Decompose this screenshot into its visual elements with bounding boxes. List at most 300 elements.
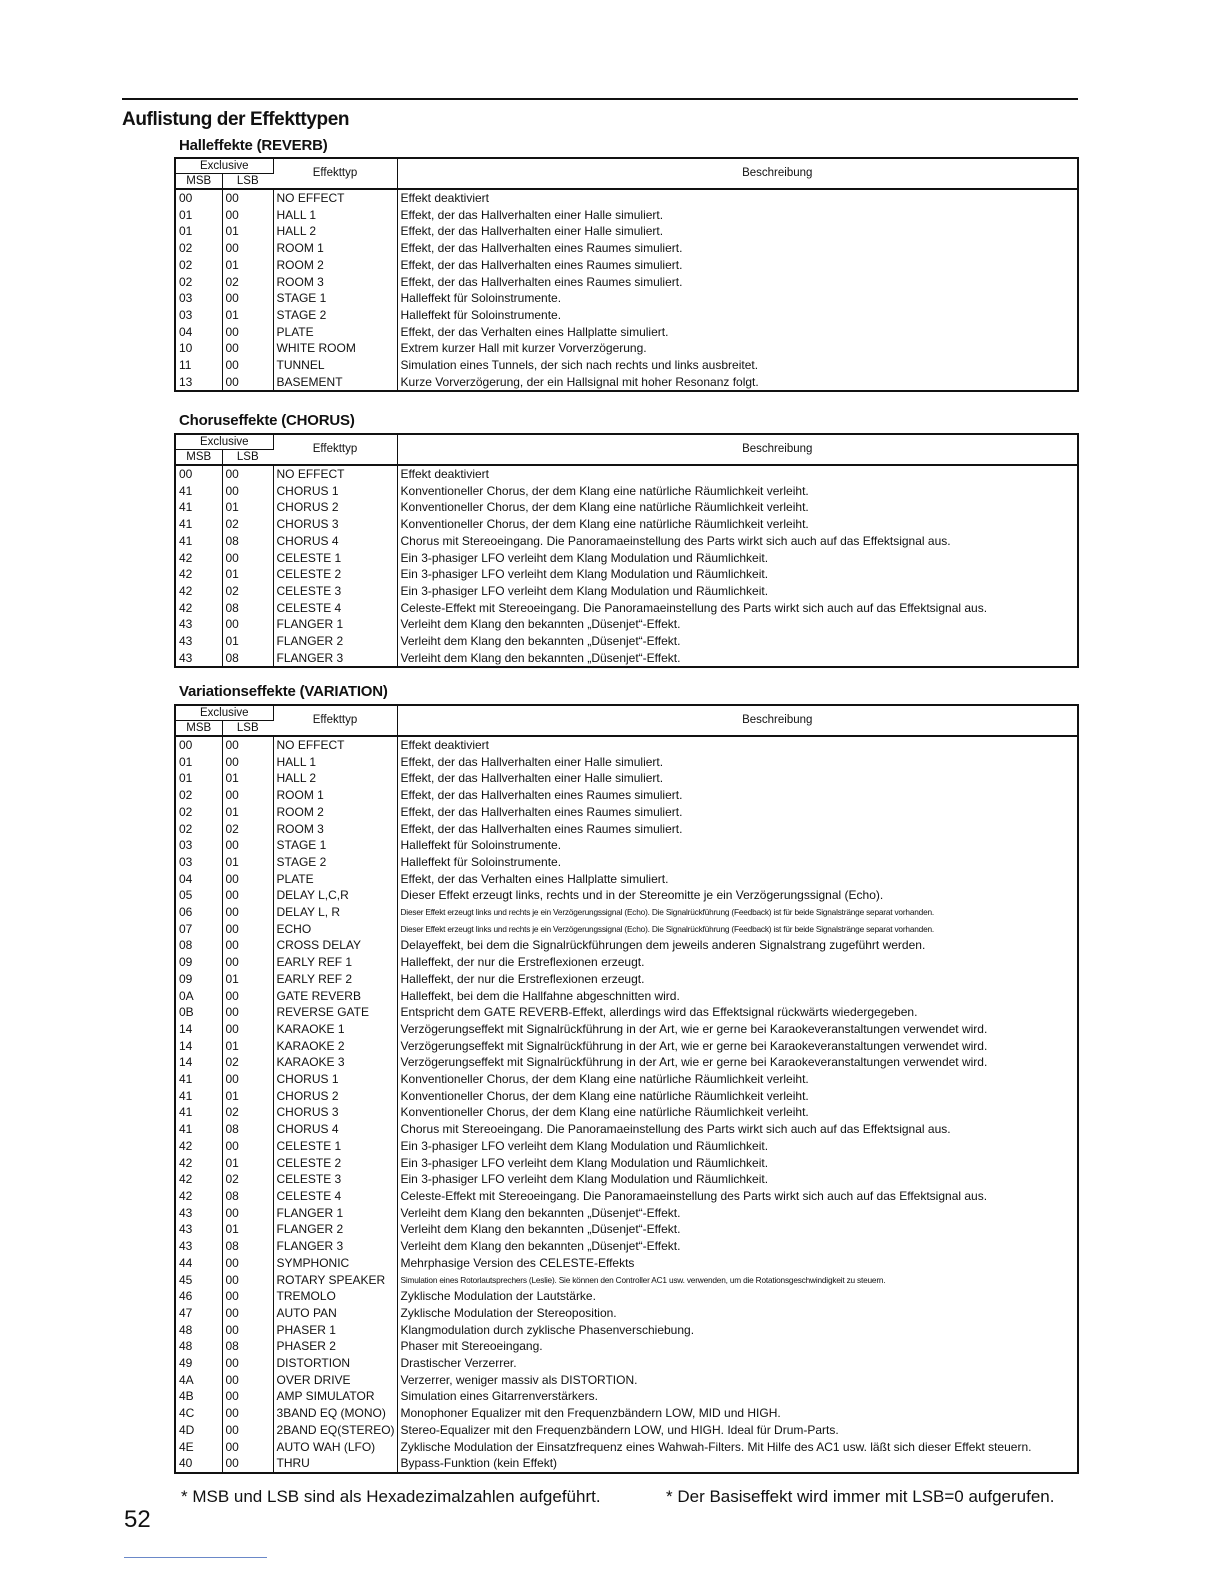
effekttyp-cell: ECHO bbox=[273, 921, 397, 938]
effekttyp-cell: CHORUS 2 bbox=[273, 1088, 397, 1105]
effekttyp-cell: ROTARY SPEAKER bbox=[273, 1272, 397, 1289]
table-row bbox=[175, 1205, 1078, 1222]
msb-cell: 42 bbox=[175, 1171, 222, 1188]
msb-cell: 4E bbox=[175, 1439, 222, 1456]
beschreibung-cell: Effekt, der das Hallverhalten einer Halle simuliert. bbox=[400, 224, 664, 239]
table-row bbox=[175, 600, 1078, 617]
top-rule bbox=[122, 98, 1078, 100]
beschreibung-cell: Verleiht dem Klang den bekannten „Düsenjet“-Effekt. bbox=[400, 1222, 681, 1237]
table-row bbox=[175, 1322, 1078, 1339]
lsb-cell: 01 bbox=[222, 307, 273, 324]
msb-cell: 42 bbox=[175, 1188, 222, 1205]
beschreibung-cell: Verleiht dem Klang den bekannten „Düsenjet“-Effekt. bbox=[400, 1205, 681, 1220]
beschreibung-cell: Konventioneller Chorus, der dem Klang eine natürliche Räumlichkeit verleiht. bbox=[400, 1072, 809, 1087]
lsb-cell: 00 bbox=[222, 616, 273, 633]
beschreibung-cell: Klangmodulation durch zyklische Phasenverschiebung. bbox=[400, 1322, 695, 1337]
msb-cell: 10 bbox=[175, 340, 222, 357]
effekttyp-cell: CELESTE 4 bbox=[273, 1188, 397, 1205]
msb-cell: 42 bbox=[175, 566, 222, 583]
table-row bbox=[175, 736, 1078, 754]
table-row bbox=[175, 921, 1078, 938]
msb-cell: 4D bbox=[175, 1422, 222, 1439]
msb-cell: 01 bbox=[175, 207, 222, 224]
effekttyp-cell: KARAOKE 2 bbox=[273, 1038, 397, 1055]
table-row bbox=[175, 633, 1078, 650]
lsb-cell: 02 bbox=[222, 1171, 273, 1188]
table-row bbox=[175, 1188, 1078, 1205]
lsb-cell: 00 bbox=[222, 1455, 273, 1473]
beschreibung-cell: Verleiht dem Klang den bekannten „Düsenjet“-Effekt. bbox=[400, 634, 681, 649]
msb-cell: 43 bbox=[175, 616, 222, 633]
lsb-cell: 02 bbox=[222, 1054, 273, 1071]
effekttyp-cell: WHITE ROOM bbox=[273, 340, 397, 357]
beschreibung-cell: Halleffekt für Soloinstrumente. bbox=[400, 854, 562, 869]
page-title: Auflistung der Effekttypen bbox=[122, 109, 350, 130]
effekttyp-cell: FLANGER 2 bbox=[273, 633, 397, 650]
beschreibung-cell: Effekt, der das Hallverhalten eines Raumes simuliert. bbox=[400, 241, 683, 256]
effekttyp-cell: BASEMENT bbox=[273, 374, 397, 392]
lsb-cell: 01 bbox=[222, 633, 273, 650]
msb-cell: 08 bbox=[175, 937, 222, 954]
effekttyp-cell: CELESTE 4 bbox=[273, 600, 397, 617]
msb-cell: 06 bbox=[175, 904, 222, 921]
table-row bbox=[175, 1155, 1078, 1172]
table-row bbox=[175, 1338, 1078, 1355]
beschreibung-cell: Effekt, der das Hallverhalten eines Raumes simuliert. bbox=[400, 788, 683, 803]
beschreibung-cell: Kurze Vorverzögerung, der ein Hallsignal mit hoher Resonanz folgt. bbox=[400, 374, 759, 389]
lsb-cell: 00 bbox=[222, 754, 273, 771]
lsb-cell: 00 bbox=[222, 1405, 273, 1422]
beschreibung-cell: Effekt, der das Verhalten eines Hallplatte simuliert. bbox=[400, 324, 669, 339]
beschreibung-cell: Verzögerungseffekt mit Signalrückführung in der Art, wie er gerne bei Karaokeveranstaltungen verwendet wird. bbox=[400, 1038, 988, 1053]
beschreibung-cell: Monophoner Equalizer mit den Frequenzbändern LOW, MID und HIGH. bbox=[400, 1406, 781, 1421]
beschreibung-cell: Verzögerungseffekt mit Signalrückführung in der Art, wie er gerne bei Karaokeveranstaltungen verwendet wird. bbox=[400, 1021, 988, 1036]
beschreibung-cell: Ein 3-phasiger LFO verleiht dem Klang Modulation und Räumlichkeit. bbox=[400, 1138, 769, 1153]
lsb-cell: 00 bbox=[222, 1071, 273, 1088]
lsb-cell: 08 bbox=[222, 533, 273, 550]
table-row bbox=[175, 871, 1078, 888]
msb-cell: 43 bbox=[175, 1205, 222, 1222]
beschreibung-cell: Effekt, der das Hallverhalten einer Halle simuliert. bbox=[400, 771, 664, 786]
table-row bbox=[175, 1038, 1078, 1055]
lsb-cell: 02 bbox=[222, 1104, 273, 1121]
lsb-cell: 00 bbox=[222, 340, 273, 357]
beschreibung-cell: Effekt deaktiviert bbox=[400, 467, 490, 481]
lsb-cell: 08 bbox=[222, 650, 273, 668]
page-number: 52 bbox=[124, 1506, 151, 1533]
effekttyp-cell: ROOM 1 bbox=[273, 787, 397, 804]
effekttyp-header: Effekttyp bbox=[273, 158, 397, 189]
effekttyp-cell: HALL 1 bbox=[273, 754, 397, 771]
beschreibung-cell: Halleffekt, der nur die Erstreflexionen erzeugt. bbox=[400, 971, 645, 986]
beschreibung-cell: Ein 3-phasiger LFO verleiht dem Klang Modulation und Räumlichkeit. bbox=[400, 550, 769, 565]
msb-cell: 42 bbox=[175, 1138, 222, 1155]
msb-cell: 4C bbox=[175, 1405, 222, 1422]
beschreibung-cell: Konventioneller Chorus, der dem Klang eine natürliche Räumlichkeit verleiht. bbox=[400, 1088, 809, 1103]
lsb-cell: 08 bbox=[222, 1121, 273, 1138]
lsb-cell: 01 bbox=[222, 1221, 273, 1238]
msb-cell: 02 bbox=[175, 804, 222, 821]
effekttyp-cell: CELESTE 2 bbox=[273, 1155, 397, 1172]
footnote-lsb: * Der Basiseffekt wird immer mit LSB=0 aufgerufen. bbox=[666, 1487, 1055, 1506]
beschreibung-cell: Verleiht dem Klang den bekannten „Düsenjet“-Effekt. bbox=[400, 617, 681, 632]
lsb-cell: 08 bbox=[222, 1188, 273, 1205]
msb-cell: 00 bbox=[175, 736, 222, 754]
effekttyp-cell: EARLY REF 2 bbox=[273, 971, 397, 988]
table-row bbox=[175, 650, 1078, 668]
lsb-cell: 01 bbox=[222, 804, 273, 821]
lsb-cell: 01 bbox=[222, 566, 273, 583]
msb-cell: 09 bbox=[175, 954, 222, 971]
table-row bbox=[175, 804, 1078, 821]
table-row bbox=[175, 988, 1078, 1005]
effekttyp-cell: FLANGER 1 bbox=[273, 616, 397, 633]
beschreibung-cell: Drastischer Verzerrer. bbox=[400, 1356, 517, 1371]
beschreibung-cell: Zyklische Modulation der Einsatzfrequenz eines Wahwah-Filters. Mit Hilfe des AC1 usw. läßt sich dieser Effekt steuern. bbox=[400, 1439, 1032, 1454]
lsb-cell: 01 bbox=[222, 1088, 273, 1105]
lsb-cell: 00 bbox=[222, 1355, 273, 1372]
beschreibung-header: Beschreibung bbox=[397, 434, 1078, 465]
beschreibung-cell: Effekt, der das Hallverhalten eines Raumes simuliert. bbox=[400, 804, 683, 819]
msb-cell: 01 bbox=[175, 754, 222, 771]
lsb-cell: 08 bbox=[222, 600, 273, 617]
effekttyp-cell: CELESTE 1 bbox=[273, 550, 397, 567]
lsb-cell: 01 bbox=[222, 499, 273, 516]
effekttyp-cell: THRU bbox=[273, 1455, 397, 1473]
lsb-cell: 01 bbox=[222, 770, 273, 787]
effekttyp-cell: HALL 2 bbox=[273, 770, 397, 787]
effekttyp-cell: NO EFFECT bbox=[273, 189, 397, 207]
effekttyp-cell: CHORUS 3 bbox=[273, 516, 397, 533]
lsb-cell: 00 bbox=[222, 1372, 273, 1389]
beschreibung-cell: Verleiht dem Klang den bekannten „Düsenjet“-Effekt. bbox=[400, 650, 681, 665]
lsb-cell: 00 bbox=[222, 1439, 273, 1456]
table-row bbox=[175, 1305, 1078, 1322]
msb-cell: 4A bbox=[175, 1372, 222, 1389]
lsb-cell: 00 bbox=[222, 1021, 273, 1038]
msb-cell: 41 bbox=[175, 483, 222, 500]
table-row bbox=[175, 257, 1078, 274]
beschreibung-cell: Konventioneller Chorus, der dem Klang eine natürliche Räumlichkeit verleiht. bbox=[400, 1105, 809, 1120]
msb-cell: 07 bbox=[175, 921, 222, 938]
effekttyp-cell: AMP SIMULATOR bbox=[273, 1388, 397, 1405]
msb-cell: 03 bbox=[175, 307, 222, 324]
beschreibung-cell: Halleffekt für Soloinstrumente. bbox=[400, 838, 562, 853]
effekttyp-cell: DELAY L,C,R bbox=[273, 887, 397, 904]
effekttyp-cell: CHORUS 4 bbox=[273, 533, 397, 550]
beschreibung-cell: Effekt deaktiviert bbox=[400, 191, 490, 205]
effekttyp-cell: CHORUS 4 bbox=[273, 1121, 397, 1138]
msb-cell: 02 bbox=[175, 787, 222, 804]
table-row bbox=[175, 223, 1078, 240]
table-row bbox=[175, 854, 1078, 871]
msb-cell: 41 bbox=[175, 1104, 222, 1121]
effekttyp-cell: FLANGER 2 bbox=[273, 1221, 397, 1238]
table-row bbox=[175, 324, 1078, 341]
effekttyp-cell: 2BAND EQ(STEREO) bbox=[273, 1422, 397, 1439]
lsb-header: LSB bbox=[222, 174, 273, 190]
beschreibung-cell: Effekt, der das Hallverhalten einer Halle simuliert. bbox=[400, 207, 664, 222]
msb-cell: 02 bbox=[175, 274, 222, 291]
table-row bbox=[175, 971, 1078, 988]
beschreibung-cell: Effekt, der das Hallverhalten eines Raumes simuliert. bbox=[400, 821, 683, 836]
msb-cell: 41 bbox=[175, 1071, 222, 1088]
lsb-cell: 02 bbox=[222, 274, 273, 291]
effekttyp-cell: PHASER 1 bbox=[273, 1322, 397, 1339]
lsb-cell: 00 bbox=[222, 988, 273, 1005]
effekttyp-cell: ROOM 2 bbox=[273, 257, 397, 274]
msb-cell: 43 bbox=[175, 650, 222, 668]
effekttyp-cell: PHASER 2 bbox=[273, 1338, 397, 1355]
beschreibung-cell: Chorus mit Stereoeingang. Die Panoramaeinstellung des Parts wirkt sich auch auf das Effektsignal aus. bbox=[400, 533, 951, 548]
table-row bbox=[175, 550, 1078, 567]
beschreibung-cell: Stereo-Equalizer mit den Frequenzbändern LOW, und HIGH. Ideal für Drum-Parts. bbox=[400, 1422, 839, 1437]
msb-cell: 47 bbox=[175, 1305, 222, 1322]
msb-cell: 0B bbox=[175, 1004, 222, 1021]
table-row bbox=[175, 770, 1078, 787]
lsb-cell: 00 bbox=[222, 1288, 273, 1305]
effekttyp-cell: CELESTE 2 bbox=[273, 566, 397, 583]
beschreibung-cell: Celeste-Effekt mit Stereoeingang. Die Panoramaeinstellung des Parts wirkt sich auch auf das Effektsignal aus. bbox=[400, 1188, 988, 1203]
table-row bbox=[175, 1405, 1078, 1422]
lsb-cell: 00 bbox=[222, 1004, 273, 1021]
table-row bbox=[175, 340, 1078, 357]
table-row bbox=[175, 357, 1078, 374]
effekttyp-cell: DISTORTION bbox=[273, 1355, 397, 1372]
beschreibung-cell: Verleiht dem Klang den bekannten „Düsenjet“-Effekt. bbox=[400, 1239, 681, 1254]
effekttyp-cell: CELESTE 1 bbox=[273, 1138, 397, 1155]
table-row bbox=[175, 1104, 1078, 1121]
beschreibung-cell: Ein 3-phasiger LFO verleiht dem Klang Modulation und Räumlichkeit. bbox=[400, 567, 769, 582]
reverb-heading: Halleffekte (REVERB) bbox=[179, 137, 328, 154]
table-row bbox=[175, 1054, 1078, 1071]
lsb-cell: 00 bbox=[222, 1322, 273, 1339]
effekttyp-cell: FLANGER 3 bbox=[273, 650, 397, 668]
lsb-cell: 08 bbox=[222, 1338, 273, 1355]
effekttyp-cell: STAGE 1 bbox=[273, 290, 397, 307]
msb-cell: 44 bbox=[175, 1255, 222, 1272]
lsb-cell: 08 bbox=[222, 1238, 273, 1255]
beschreibung-cell: Effekt, der das Hallverhalten eines Raumes simuliert. bbox=[400, 257, 683, 272]
beschreibung-cell: Effekt, der das Hallverhalten eines Raumes simuliert. bbox=[400, 274, 683, 289]
table-row bbox=[175, 1455, 1078, 1473]
msb-cell: 43 bbox=[175, 1238, 222, 1255]
lsb-cell: 02 bbox=[222, 583, 273, 600]
beschreibung-cell: Zyklische Modulation der Stereoposition. bbox=[400, 1305, 617, 1320]
msb-cell: 02 bbox=[175, 257, 222, 274]
effekttyp-cell: 3BAND EQ (MONO) bbox=[273, 1405, 397, 1422]
beschreibung-cell: Ein 3-phasiger LFO verleiht dem Klang Modulation und Räumlichkeit. bbox=[400, 583, 769, 598]
lsb-header: LSB bbox=[222, 721, 273, 737]
msb-cell: 02 bbox=[175, 240, 222, 257]
lsb-cell: 00 bbox=[222, 324, 273, 341]
beschreibung-cell: Dieser Effekt erzeugt links, rechts und in der Stereomitte je ein Verzögerungssignal (Echo). bbox=[400, 888, 884, 903]
variation-table bbox=[174, 704, 1079, 1474]
beschreibung-cell: Entspricht dem GATE REVERB-Effekt, allerdings wird das Effektsignal rückwärts wiedergegeben. bbox=[400, 1005, 918, 1020]
effekttyp-cell: ROOM 3 bbox=[273, 274, 397, 291]
effekttyp-cell: CELESTE 3 bbox=[273, 583, 397, 600]
msb-cell: 42 bbox=[175, 583, 222, 600]
table-row bbox=[175, 499, 1078, 516]
msb-cell: 42 bbox=[175, 1155, 222, 1172]
lsb-cell: 01 bbox=[222, 257, 273, 274]
effekttyp-cell: AUTO PAN bbox=[273, 1305, 397, 1322]
variation-heading: Variationseffekte (VARIATION) bbox=[179, 683, 388, 700]
msb-cell: 41 bbox=[175, 1121, 222, 1138]
beschreibung-cell: Halleffekt für Soloinstrumente. bbox=[400, 307, 562, 322]
beschreibung-cell: Ein 3-phasiger LFO verleiht dem Klang Modulation und Räumlichkeit. bbox=[400, 1172, 769, 1187]
msb-cell: 42 bbox=[175, 600, 222, 617]
lsb-cell: 00 bbox=[222, 921, 273, 938]
chorus-table bbox=[174, 433, 1079, 668]
lsb-cell: 00 bbox=[222, 736, 273, 754]
beschreibung-cell: Ein 3-phasiger LFO verleiht dem Klang Modulation und Räumlichkeit. bbox=[400, 1155, 769, 1170]
msb-cell: 0A bbox=[175, 988, 222, 1005]
effekttyp-cell: ROOM 3 bbox=[273, 821, 397, 838]
table-row bbox=[175, 240, 1078, 257]
effekttyp-header: Effekttyp bbox=[273, 434, 397, 465]
effekttyp-cell: STAGE 1 bbox=[273, 837, 397, 854]
msb-header: MSB bbox=[175, 174, 222, 190]
effekttyp-cell: CHORUS 1 bbox=[273, 1071, 397, 1088]
lsb-cell: 00 bbox=[222, 904, 273, 921]
table-row bbox=[175, 616, 1078, 633]
effekttyp-cell: KARAOKE 3 bbox=[273, 1054, 397, 1071]
table-row bbox=[175, 821, 1078, 838]
table-row bbox=[175, 1171, 1078, 1188]
table-row bbox=[175, 1372, 1078, 1389]
msb-cell: 14 bbox=[175, 1054, 222, 1071]
table-row bbox=[175, 887, 1078, 904]
beschreibung-cell: Chorus mit Stereoeingang. Die Panoramaeinstellung des Parts wirkt sich auch auf das Effektsignal aus. bbox=[400, 1122, 951, 1137]
msb-cell: 48 bbox=[175, 1322, 222, 1339]
table-row bbox=[175, 307, 1078, 324]
beschreibung-cell: Zyklische Modulation der Lautstärke. bbox=[400, 1289, 596, 1304]
exclusive-header: Exclusive bbox=[175, 705, 273, 721]
effekttyp-cell: NO EFFECT bbox=[273, 736, 397, 754]
effekttyp-cell: PLATE bbox=[273, 871, 397, 888]
lsb-cell: 02 bbox=[222, 516, 273, 533]
table-row bbox=[175, 1121, 1078, 1138]
reverb-table bbox=[174, 157, 1079, 392]
msb-cell: 03 bbox=[175, 854, 222, 871]
effekttyp-cell: CHORUS 1 bbox=[273, 483, 397, 500]
effekttyp-cell: HALL 1 bbox=[273, 207, 397, 224]
msb-cell: 43 bbox=[175, 633, 222, 650]
beschreibung-cell: Verzerrer, weniger massiv als DISTORTION. bbox=[400, 1372, 638, 1387]
lsb-cell: 00 bbox=[222, 1272, 273, 1289]
msb-cell: 43 bbox=[175, 1221, 222, 1238]
effekttyp-cell: CHORUS 3 bbox=[273, 1104, 397, 1121]
lsb-cell: 00 bbox=[222, 483, 273, 500]
table-row bbox=[175, 1088, 1078, 1105]
table-row bbox=[175, 754, 1078, 771]
table-row bbox=[175, 516, 1078, 533]
table-row bbox=[175, 1439, 1078, 1456]
lsb-header: LSB bbox=[222, 450, 273, 466]
table-row bbox=[175, 1355, 1078, 1372]
msb-cell: 14 bbox=[175, 1038, 222, 1055]
table-row bbox=[175, 837, 1078, 854]
exclusive-header: Exclusive bbox=[175, 158, 273, 174]
table-row bbox=[175, 483, 1078, 500]
lsb-cell: 01 bbox=[222, 1038, 273, 1055]
table-row bbox=[175, 1272, 1078, 1289]
beschreibung-cell: Verzögerungseffekt mit Signalrückführung in der Art, wie er gerne bei Karaokeveranstaltungen verwendet wird. bbox=[400, 1055, 988, 1070]
lsb-cell: 00 bbox=[222, 871, 273, 888]
lsb-cell: 00 bbox=[222, 550, 273, 567]
table-row bbox=[175, 207, 1078, 224]
lsb-cell: 00 bbox=[222, 954, 273, 971]
table-row bbox=[175, 1021, 1078, 1038]
msb-cell: 04 bbox=[175, 324, 222, 341]
effekttyp-cell: EARLY REF 1 bbox=[273, 954, 397, 971]
beschreibung-cell: Phaser mit Stereoeingang. bbox=[400, 1339, 543, 1354]
table-row bbox=[175, 290, 1078, 307]
table-row bbox=[175, 937, 1078, 954]
msb-cell: 00 bbox=[175, 189, 222, 207]
lsb-cell: 00 bbox=[222, 887, 273, 904]
lsb-cell: 00 bbox=[222, 207, 273, 224]
lsb-cell: 00 bbox=[222, 1388, 273, 1405]
beschreibung-cell: Celeste-Effekt mit Stereoeingang. Die Panoramaeinstellung des Parts wirkt sich auch auf das Effektsignal aus. bbox=[400, 600, 988, 615]
lsb-cell: 01 bbox=[222, 223, 273, 240]
effekttyp-cell: ROOM 1 bbox=[273, 240, 397, 257]
table-row bbox=[175, 465, 1078, 483]
lsb-cell: 00 bbox=[222, 1255, 273, 1272]
table-row bbox=[175, 374, 1078, 392]
table-row bbox=[175, 1221, 1078, 1238]
msb-cell: 41 bbox=[175, 1088, 222, 1105]
msb-cell: 40 bbox=[175, 1455, 222, 1473]
lsb-cell: 00 bbox=[222, 787, 273, 804]
msb-header: MSB bbox=[175, 721, 222, 737]
beschreibung-cell: Konventioneller Chorus, der dem Klang eine natürliche Räumlichkeit verleiht. bbox=[400, 517, 809, 532]
lsb-cell: 00 bbox=[222, 290, 273, 307]
msb-cell: 41 bbox=[175, 533, 222, 550]
effekttyp-cell: TUNNEL bbox=[273, 357, 397, 374]
beschreibung-cell: Konventioneller Chorus, der dem Klang eine natürliche Räumlichkeit verleiht. bbox=[400, 483, 809, 498]
effekttyp-cell: AUTO WAH (LFO) bbox=[273, 1439, 397, 1456]
beschreibung-cell: Simulation eines Tunnels, der sich nach rechts und links ausbreitet. bbox=[400, 358, 759, 373]
table-row bbox=[175, 1004, 1078, 1021]
msb-cell: 45 bbox=[175, 1272, 222, 1289]
msb-cell: 48 bbox=[175, 1338, 222, 1355]
table-row bbox=[175, 1071, 1078, 1088]
lsb-cell: 00 bbox=[222, 937, 273, 954]
effekttyp-cell: SYMPHONIC bbox=[273, 1255, 397, 1272]
table-row bbox=[175, 954, 1078, 971]
msb-cell: 41 bbox=[175, 499, 222, 516]
lsb-cell: 01 bbox=[222, 854, 273, 871]
lsb-cell: 00 bbox=[222, 465, 273, 483]
lsb-cell: 00 bbox=[222, 1138, 273, 1155]
lsb-cell: 00 bbox=[222, 1305, 273, 1322]
effekttyp-cell: FLANGER 1 bbox=[273, 1205, 397, 1222]
beschreibung-cell: Extrem kurzer Hall mit kurzer Vorverzögerung. bbox=[400, 341, 647, 356]
effekttyp-cell: ROOM 2 bbox=[273, 804, 397, 821]
table-row bbox=[175, 1138, 1078, 1155]
beschreibung-cell: Simulation eines Rotorlautsprechers (Leslie). Sie können den Controller AC1 usw. verwenden, um die Rotationsgeschwindigkeit zu steuern. bbox=[400, 1274, 886, 1285]
effekttyp-cell: OVER DRIVE bbox=[273, 1372, 397, 1389]
msb-cell: 03 bbox=[175, 290, 222, 307]
effekttyp-cell: STAGE 2 bbox=[273, 854, 397, 871]
msb-cell: 00 bbox=[175, 465, 222, 483]
msb-cell: 4B bbox=[175, 1388, 222, 1405]
beschreibung-cell: Konventioneller Chorus, der dem Klang eine natürliche Räumlichkeit verleiht. bbox=[400, 500, 809, 515]
table-row bbox=[175, 533, 1078, 550]
beschreibung-cell: Halleffekt für Soloinstrumente. bbox=[400, 291, 562, 306]
